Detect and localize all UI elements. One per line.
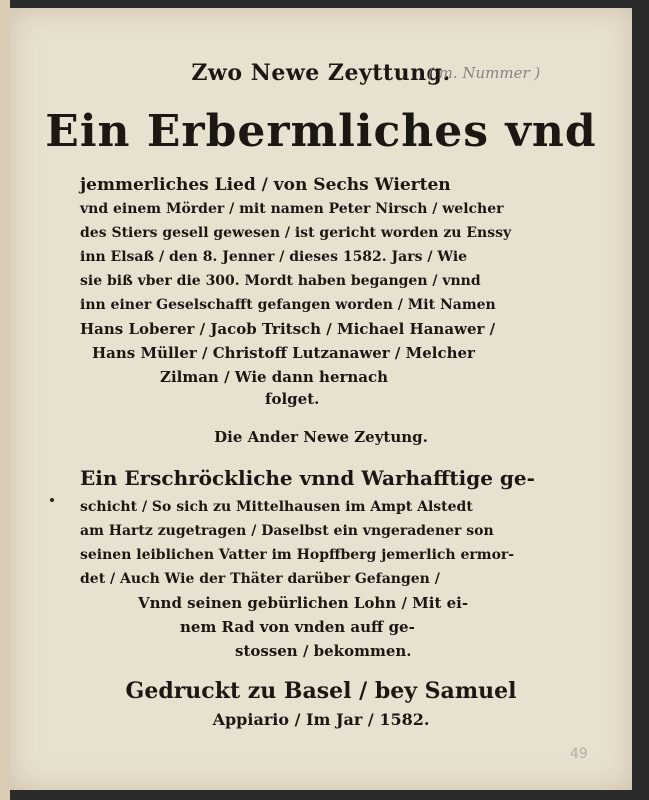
second-line: Vnnd seinen gebürlichen Lohn / Mit ei- [138, 594, 469, 612]
imprint-line-1: Gedruckt zu Basel / bey Samuel [125, 678, 517, 704]
song-line: Zilman / Wie dann hernach [160, 368, 389, 386]
second-line: am Hartz zugetragen / Daselbst ein vngeradener son [80, 523, 494, 539]
main-title: Ein Erbermliches vnd [45, 106, 597, 157]
song-line: inn einer Geselschafft gefangen worden / Mit Namen [80, 297, 496, 313]
song-line: folget. [265, 390, 320, 408]
second-line: nem Rad von vnden auff ge- [180, 618, 415, 636]
song-line: Hans Loberer / Jacob Tritsch / Michael Hanawer / [80, 320, 496, 338]
header-title: Zwo Newe Zeyttung. [191, 60, 451, 86]
second-line: det / Auch Wie der Thäter darüber Gefangen / [80, 571, 440, 587]
document-page [10, 8, 632, 790]
ink-dot [50, 498, 54, 502]
song-line: sie biß vber die 300. Mordt haben begangen / vnnd [80, 273, 481, 289]
song-line: jemmerliches Lied / von Sechs Wierten [80, 175, 451, 195]
handwritten-annotation: ( m. Nummer ) [428, 64, 541, 82]
folio-number: 49 [570, 746, 588, 762]
song-line: Hans Müller / Christoff Lutzanawer / Melcher [92, 344, 475, 362]
second-line: seinen leiblichen Vatter im Hopffberg jemerlich ermor- [80, 547, 515, 563]
second-heading: Ein Erschröckliche vnnd Warhafftige ge- [80, 466, 535, 490]
song-line: inn Elsaß / den 8. Jenner / dieses 1582. Jars / Wie [80, 249, 468, 265]
second-title: Die Ander Newe Zeytung. [214, 428, 428, 446]
page-edge [0, 0, 10, 800]
second-line: schicht / So sich zu Mittelhausen im Ampt Alstedt [80, 499, 473, 515]
song-line: des Stiers gesell gewesen / ist gericht worden zu Enssy [80, 225, 512, 241]
second-line: stossen / bekommen. [235, 642, 412, 660]
song-line: vnd einem Mörder / mit namen Peter Nirsch / welcher [80, 201, 504, 217]
imprint-line-2: Appiario / Im Jar / 1582. [212, 710, 430, 729]
